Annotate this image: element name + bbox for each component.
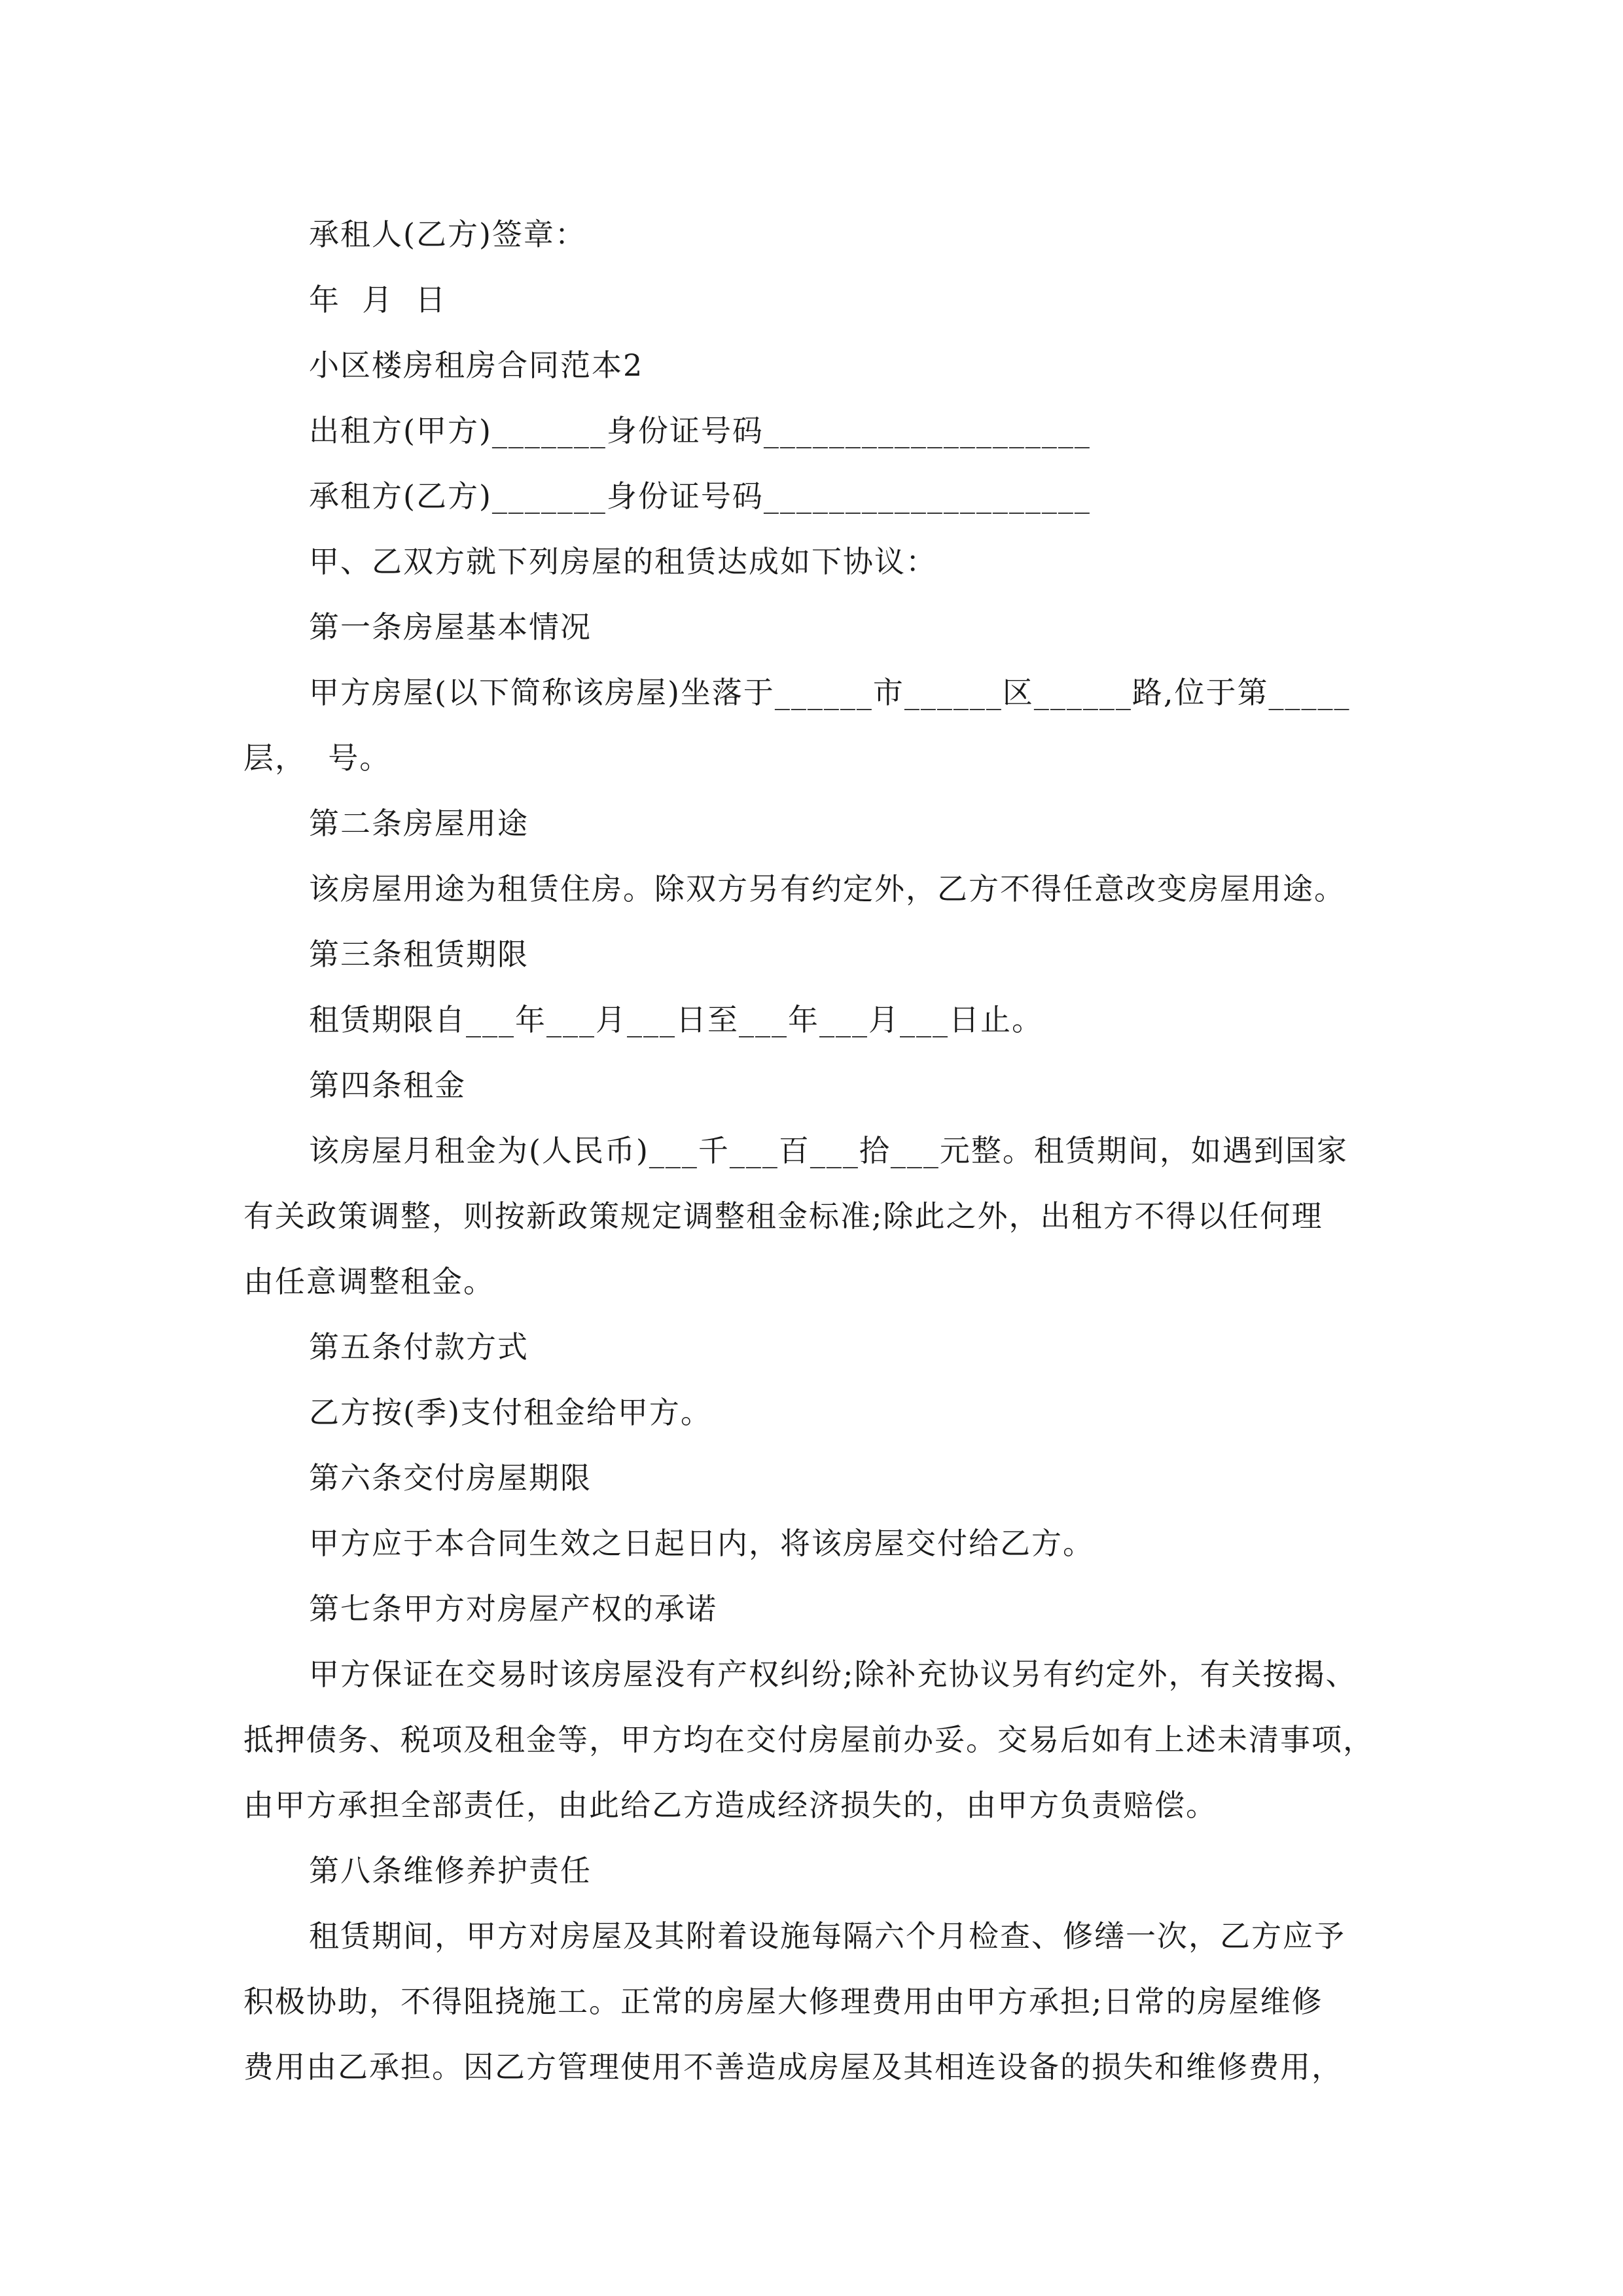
article-6-text: 甲方应于本合同生效之日起日内，将该房屋交付给乙方。 — [309, 1526, 1094, 1561]
tenant-id-line: 承租方(乙方)_______身份证号码____________________ — [309, 478, 1091, 514]
article-7-text-cont-2: 由甲方承担全部责任，由此给乙方造成经济损失的，由甲方负责赔偿。 — [243, 1787, 1217, 1823]
article-8-text-cont-1: 积极协助，不得阻挠施工。正常的房屋大修理费用由甲方承担;日常的房屋维修 — [243, 1984, 1323, 2019]
article-6-heading: 第六条交付房屋期限 — [309, 1460, 592, 1496]
article-4-heading: 第四条租金 — [309, 1067, 466, 1103]
article-4-text-cont-1: 有关政策调整，则按新政策规定调整租金标准;除此之外，出租方不得以任何理 — [243, 1198, 1323, 1234]
landlord-id-line: 出租方(甲方)_______身份证号码____________________ — [309, 413, 1091, 448]
date-line: 年 月 日 — [309, 282, 447, 317]
article-8-text-cont-2: 费用由乙承担。因乙方管理使用不善造成房屋及其相连设备的损失和维修费用， — [243, 2049, 1343, 2085]
article-7-heading: 第七条甲方对房屋产权的承诺 — [309, 1591, 717, 1626]
article-1-text: 甲方房屋(以下简称该房屋)坐落于______市______区______路,位于第_____ — [309, 675, 1351, 710]
article-1-heading: 第一条房屋基本情况 — [309, 609, 592, 645]
article-3-text: 租赁期限自___年___月___日至___年___月___日止。 — [309, 1002, 1043, 1037]
article-4-text: 该房屋月租金为(人民币)___千___百___拾___元整。租赁期间，如遇到国家 — [309, 1133, 1348, 1168]
article-1-text-cont: 层， 号。 — [243, 740, 391, 776]
agreement-intro: 甲、乙双方就下列房屋的租赁达成如下协议： — [309, 544, 937, 579]
article-7-text: 甲方保证在交易时该房屋没有产权纠纷;除补充协议另有约定外，有关按揭、 — [309, 1657, 1357, 1692]
article-8-heading: 第八条维修养护责任 — [309, 1853, 592, 1888]
article-3-heading: 第三条租赁期限 — [309, 937, 529, 972]
article-7-text-cont-1: 抵押债务、税项及租金等，甲方均在交付房屋前办妥。交易后如有上述未清事项， — [243, 1722, 1374, 1757]
document-body — [243, 202, 1402, 2100]
article-8-text: 租赁期间，甲方对房屋及其附着设施每隔六个月检查、修缮一次，乙方应予 — [309, 1918, 1346, 1954]
article-5-heading: 第五条付款方式 — [309, 1329, 529, 1365]
article-2-text: 该房屋用途为租赁住房。除双方另有约定外，乙方不得任意改变房屋用途。 — [309, 871, 1346, 906]
article-4-text-cont-2: 由任意调整租金。 — [243, 1264, 495, 1299]
document-title: 小区楼房租房合同范本2 — [309, 348, 644, 383]
article-2-heading: 第二条房屋用途 — [309, 806, 529, 841]
signature-tenant-line: 承租人(乙方)签章： — [309, 217, 586, 252]
article-5-text: 乙方按(季)支付租金给甲方。 — [309, 1395, 712, 1430]
